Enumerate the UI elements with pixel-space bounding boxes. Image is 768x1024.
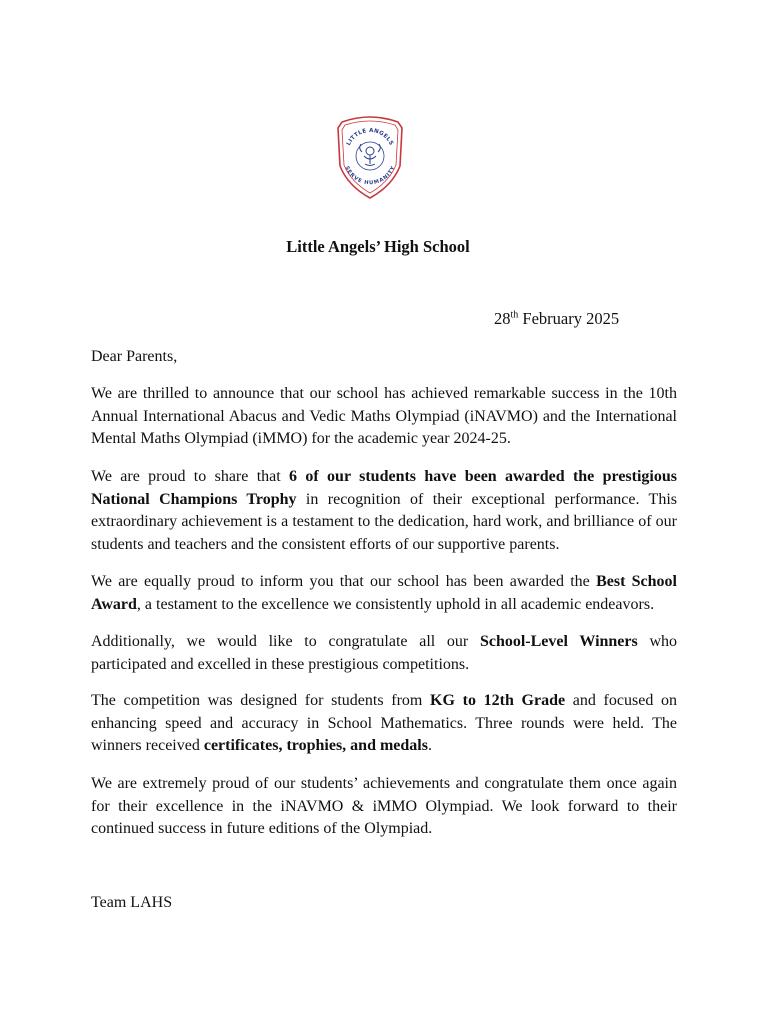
salutation: Dear Parents, bbox=[91, 348, 178, 365]
paragraph-3 bbox=[91, 571, 677, 616]
paragraph-5 bbox=[91, 690, 677, 758]
p5-text: The competition was designed for students from bbox=[91, 692, 431, 709]
date-month-year: February 2025 bbox=[518, 309, 620, 328]
school-name: Little Angels’ High School bbox=[286, 237, 470, 256]
p5-text-mid: and focused on enhancing speed and accuracy in School Mathematics. Three rounds were held. The winners received bbox=[91, 692, 678, 755]
letter-date bbox=[494, 309, 619, 329]
p5-bold-awards: certificates, trophies, and medals bbox=[203, 737, 428, 755]
p3-bold: Best School Award bbox=[91, 573, 678, 613]
svg-text:LITTLE ANGELS bbox=[346, 128, 394, 147]
crest-bottom-text: SERVE HUMANITY bbox=[343, 165, 397, 187]
paragraph-4 bbox=[91, 631, 677, 676]
date-day: 28 bbox=[494, 309, 511, 328]
p5-bold-grades: KG to 12th Grade bbox=[430, 692, 566, 709]
p3-text: We are equally proud to inform you that our school has been awarded the bbox=[91, 573, 597, 590]
p2-text-end: in recognition of their exceptional performance. This extraordinary achievement is a testament to the dedication, hard work, and brilliance of our students and teachers and the consistent efforts of our supportive parents. bbox=[91, 490, 677, 554]
p2-bold: 6 of our students have been awarded the prestigious National Champions Trophy bbox=[91, 468, 677, 508]
crest-top-text: LITTLE ANGELS bbox=[345, 127, 395, 147]
p4-text-end: who participated and excelled in these prestigious competitions. bbox=[91, 633, 678, 673]
paragraph-6: We are extremely proud of our students’ achievements and congratulate them once again for their excellence in the iNAVMO & iMMO Olympiad. We look forward to their continued success in future editions of the Olympiad. bbox=[91, 775, 677, 838]
p4-bold: School-Level Winners bbox=[479, 633, 638, 650]
p5-text-end: . bbox=[427, 737, 432, 755]
p3-text-end: , a testament to the excellence we consistently uphold in all academic endeavors. bbox=[136, 595, 655, 613]
paragraph-2 bbox=[91, 466, 677, 557]
paragraph-1: We are thrilled to announce that our school has achieved remarkable success in the 10th Annual International Abacus and Vedic Maths Olympiad (iNAVMO) and the International Mental Maths Olympiad (iMMO) for the academic year 2024-25. bbox=[91, 385, 677, 448]
date-suffix: th bbox=[510, 309, 519, 321]
p2-text: We are proud to share that bbox=[91, 468, 290, 485]
p4-text: Additionally, we would like to congratulate all our bbox=[91, 633, 480, 650]
angel-figure bbox=[360, 144, 381, 166]
school-crest-icon bbox=[334, 114, 406, 202]
signoff: Team LAHS bbox=[91, 894, 173, 911]
